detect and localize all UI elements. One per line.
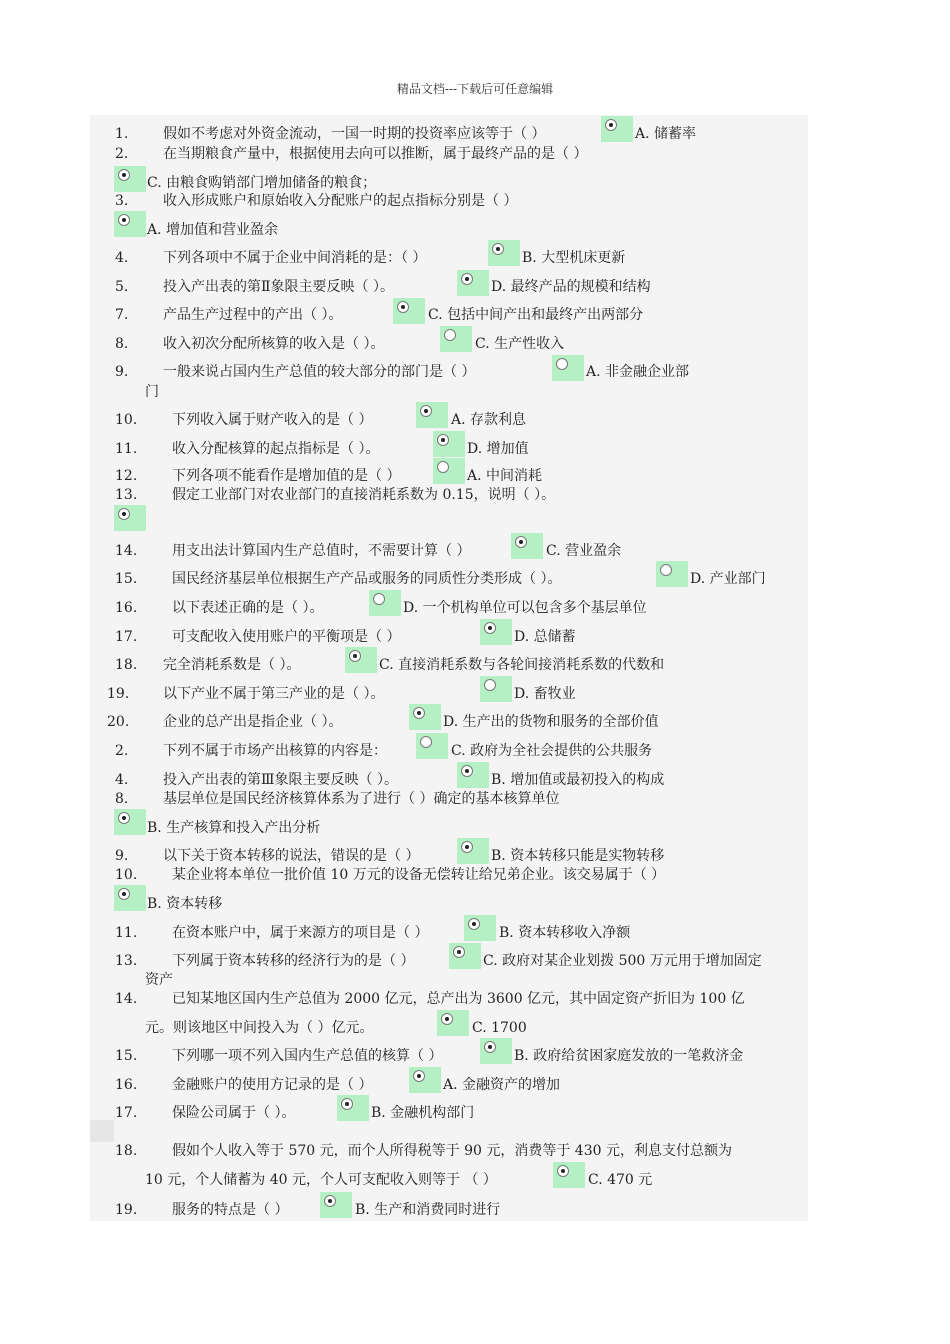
question-text: 可支配收入使用账户的平衡项是（ ） xyxy=(172,629,401,645)
answer-text: B. 资本转移只能是实物转移 xyxy=(491,848,665,864)
radio-selected-icon xyxy=(341,1098,353,1110)
question-number: 8. xyxy=(115,336,129,352)
question-text: 投入产出表的第Ⅲ象限主要反映（ ）。 xyxy=(163,772,398,788)
question-number: 3. xyxy=(115,193,129,209)
question-number: 10. xyxy=(115,412,138,428)
question-text: 以下产业不属于第三产业的是（ ）。 xyxy=(163,686,385,702)
answer-text: C. 政府对某企业划拨 500 万元用于增加固定 xyxy=(483,953,762,969)
question-number: 15. xyxy=(115,1048,138,1064)
question-number: 9. xyxy=(115,848,129,864)
radio-selected-icon xyxy=(461,765,473,777)
answer-radio-icon[interactable] xyxy=(114,505,146,531)
answer-radio-icon[interactable] xyxy=(114,809,146,835)
answer-text: C. 由粮食购销部门增加储备的粮食； xyxy=(147,175,377,191)
question-text: 产品生产过程中的产出（ ）。 xyxy=(163,307,343,323)
radio-empty-icon xyxy=(373,593,385,605)
question-number: 11. xyxy=(115,925,138,941)
answer-text-cont: 资产 xyxy=(145,972,173,988)
radio-selected-icon xyxy=(118,169,130,181)
question-text: 用支出法计算国内生产总值时，不需要计算（ ） xyxy=(172,543,471,559)
question-number: 15. xyxy=(115,571,138,587)
question-text: 下列各项中不属于企业中间消耗的是：（ ） xyxy=(163,250,427,266)
question-number: 17. xyxy=(115,1105,138,1121)
question-text: 下列收入属于财产收入的是（ ） xyxy=(172,412,373,428)
radio-selected-icon xyxy=(413,1070,425,1082)
answer-radio-icon[interactable] xyxy=(433,431,465,457)
answer-text: C. 1700 xyxy=(472,1020,527,1036)
answer-radio-icon[interactable] xyxy=(409,704,441,730)
question-text: 基层单位是国民经济核算体系为了进行（ ）确定的基本核算单位 xyxy=(163,791,560,807)
answer-text: B. 资本转移收入净额 xyxy=(499,925,631,941)
question-text: 在当期粮食产量中，根据使用去向可以推断，属于最终产品的是（ ） xyxy=(163,146,588,162)
answer-text: D. 畜牧业 xyxy=(514,686,576,702)
question-number: 2. xyxy=(115,146,129,162)
question-text: 下列属于资本转移的经济行为的是（ ） xyxy=(172,953,415,969)
radio-selected-icon xyxy=(118,214,130,226)
question-number: 1. xyxy=(115,126,129,142)
answer-radio-icon[interactable] xyxy=(320,1192,352,1218)
radio-empty-icon xyxy=(660,564,672,576)
question-number: 13. xyxy=(115,487,138,503)
answer-radio-icon[interactable] xyxy=(345,647,377,673)
answer-radio-icon[interactable] xyxy=(114,885,146,911)
question-number: 2. xyxy=(115,743,129,759)
answer-radio-icon[interactable] xyxy=(457,838,489,864)
answer-text: B. 生产和消费同时进行 xyxy=(355,1202,501,1218)
answer-radio-icon[interactable] xyxy=(437,1010,469,1036)
answer-radio-icon[interactable] xyxy=(511,533,543,559)
question-number: 9. xyxy=(115,364,129,380)
question-text: 假如不考虑对外资金流动，一国一时期的投资率应该等于（ ） xyxy=(163,126,546,142)
answer-radio-icon[interactable] xyxy=(416,402,448,428)
question-number: 19. xyxy=(115,1202,138,1218)
page-header: 精品文档---下载后可任意编辑 xyxy=(396,82,554,96)
question-number: 19. xyxy=(107,686,130,702)
radio-selected-icon xyxy=(557,1165,569,1177)
answer-radio-icon[interactable] xyxy=(114,211,146,237)
radio-selected-icon xyxy=(324,1195,336,1207)
answer-text: C. 政府为全社会提供的公共服务 xyxy=(451,743,653,759)
radio-selected-icon xyxy=(118,508,130,520)
radio-selected-icon xyxy=(118,812,130,824)
question-text: 收入分配核算的起点指标是（ ）。 xyxy=(172,441,380,457)
answer-radio-icon[interactable] xyxy=(480,619,512,645)
question-text: 服务的特点是（ ） xyxy=(172,1202,289,1218)
question-text: 国民经济基层单位根据生产产品或服务的同质性分类形成（ ）。 xyxy=(172,571,562,587)
question-text: 下列各项不能看作是增加值的是（ ） xyxy=(172,468,401,484)
radio-selected-icon xyxy=(453,946,465,958)
answer-text: D. 最终产品的规模和结构 xyxy=(491,279,651,295)
question-number: 13. xyxy=(115,953,138,969)
question-number: 16. xyxy=(115,600,138,616)
answer-radio-icon[interactable] xyxy=(488,240,520,266)
answer-radio-icon[interactable] xyxy=(440,326,472,352)
radio-selected-icon xyxy=(484,1041,496,1053)
radio-selected-icon xyxy=(441,1013,453,1025)
radio-selected-icon xyxy=(492,243,504,255)
answer-radio-icon[interactable] xyxy=(457,762,489,788)
answer-text: B. 大型机床更新 xyxy=(522,250,626,266)
answer-radio-icon[interactable] xyxy=(433,458,465,484)
question-text: 以下关于资本转移的说法，错误的是（ ） xyxy=(163,848,420,864)
answer-text: A. 中间消耗 xyxy=(467,468,543,484)
answer-radio-icon[interactable] xyxy=(480,676,512,702)
question-number: 7. xyxy=(115,307,129,323)
radio-empty-icon xyxy=(484,679,496,691)
question-text: 以下表述正确的是（ ）。 xyxy=(172,600,324,616)
answer-text: A. 非金融企业部 xyxy=(586,364,690,380)
answer-radio-icon[interactable] xyxy=(480,1038,512,1064)
answer-radio-icon[interactable] xyxy=(393,298,425,324)
question-text: 下列不属于市场产出核算的内容是： xyxy=(163,743,387,759)
question-number: 4. xyxy=(115,772,129,788)
answer-text: D. 增加值 xyxy=(467,441,529,457)
answer-radio-icon[interactable] xyxy=(369,590,401,616)
question-text: 假定工业部门对农业部门的直接消耗系数为 0.15，说明（ ）。 xyxy=(172,487,556,503)
answer-text: B. 生产核算和投入产出分析 xyxy=(147,820,321,836)
radio-selected-icon xyxy=(484,622,496,634)
question-text: 收入初次分配所核算的收入是（ ）。 xyxy=(163,336,385,352)
radio-selected-icon xyxy=(461,841,473,853)
radio-selected-icon xyxy=(420,405,432,417)
answer-text: B. 资本转移 xyxy=(147,896,223,912)
answer-radio-icon[interactable] xyxy=(601,116,633,142)
answer-text: B. 政府给贫困家庭发放的一笔救济金 xyxy=(514,1048,744,1064)
answer-radio-icon[interactable] xyxy=(416,733,448,759)
answer-text: A. 增加值和营业盈余 xyxy=(147,222,279,238)
answer-text: C. 直接消耗系数与各轮间接消耗系数的代数和 xyxy=(379,657,665,673)
answer-text: A. 储蓄率 xyxy=(635,126,697,142)
question-text: 已知某地区国内生产总值为 2000 亿元，总产出为 3600 亿元，其中固定资产折旧为 100 亿 xyxy=(172,991,745,1007)
question-number: 11. xyxy=(115,441,138,457)
question-number: 14. xyxy=(115,991,138,1007)
answer-text: B. 增加值或最初投入的构成 xyxy=(491,772,665,788)
radio-selected-icon xyxy=(605,119,617,131)
question-number: 10. xyxy=(115,867,138,883)
answer-radio-icon[interactable] xyxy=(553,1162,585,1188)
answer-radio-icon[interactable] xyxy=(114,166,146,192)
radio-empty-icon xyxy=(556,358,568,370)
question-text: 企业的总产出是指企业（ ）。 xyxy=(163,714,343,730)
answer-text: D. 一个机构单位可以包含多个基层单位 xyxy=(403,600,647,616)
question-number: 20. xyxy=(107,714,130,730)
question-number: 4. xyxy=(115,250,129,266)
question-text: 金融账户的使用方记录的是（ ） xyxy=(172,1077,373,1093)
question-text: 投入产出表的第Ⅱ象限主要反映（ ）。 xyxy=(163,279,394,295)
question-number: 14. xyxy=(115,543,138,559)
question-number: 16. xyxy=(115,1077,138,1093)
answer-text: A. 金融资产的增加 xyxy=(443,1077,561,1093)
question-number: 17. xyxy=(115,629,138,645)
question-number: 18. xyxy=(115,657,138,673)
radio-selected-icon xyxy=(515,536,527,548)
answer-text: C. 生产性收入 xyxy=(475,336,565,352)
question-number: 5. xyxy=(115,279,129,295)
answer-radio-icon[interactable] xyxy=(409,1067,441,1093)
question-text: 在资本账户中，属于来源方的项目是（ ） xyxy=(172,925,429,941)
answer-radio-icon[interactable] xyxy=(464,915,496,941)
radio-selected-icon xyxy=(413,707,425,719)
answer-text-cont: 门 xyxy=(145,384,159,400)
radio-selected-icon xyxy=(461,273,473,285)
question-text-cont: 元。则该地区中间投入为（ ）亿元。 xyxy=(145,1020,374,1036)
answer-radio-icon[interactable] xyxy=(656,561,688,587)
answer-text: A. 存款利息 xyxy=(451,412,527,428)
question-number: 8. xyxy=(115,791,129,807)
answer-text: C. 470 元 xyxy=(588,1172,653,1188)
answer-text: C. 包括中间产出和最终产出两部分 xyxy=(428,307,644,323)
radio-empty-icon xyxy=(444,329,456,341)
radio-empty-icon xyxy=(437,461,449,473)
answer-text: D. 产业部门 xyxy=(690,571,766,587)
question-number: 18. xyxy=(115,1143,138,1159)
answer-radio-icon[interactable] xyxy=(337,1095,369,1121)
question-text: 保险公司属于（ ）。 xyxy=(172,1105,296,1121)
radio-empty-icon xyxy=(420,736,432,748)
question-text: 收入形成账户和原始收入分配账户的起点指标分别是（ ） xyxy=(163,193,518,209)
radio-selected-icon xyxy=(468,918,480,930)
panel-notch xyxy=(90,1120,114,1142)
question-text: 下列哪一项不列入国内生产总值的核算（ ） xyxy=(172,1048,443,1064)
answer-text: C. 营业盈余 xyxy=(546,543,622,559)
answer-radio-icon[interactable] xyxy=(457,270,489,296)
answer-radio-icon[interactable] xyxy=(552,355,584,381)
radio-selected-icon xyxy=(437,434,449,446)
radio-selected-icon xyxy=(349,650,361,662)
question-text: 一般来说占国内生产总值的较大部分的部门是（ ） xyxy=(163,364,476,380)
answer-text: D. 生产出的货物和服务的全部价值 xyxy=(443,714,659,730)
answer-radio-icon[interactable] xyxy=(449,943,481,969)
question-number: 12. xyxy=(115,468,138,484)
question-text-cont: 10 元，个人储蓄为 40 元，个人可支配收入则等于 （ ） xyxy=(145,1172,497,1188)
radio-selected-icon xyxy=(118,888,130,900)
radio-selected-icon xyxy=(397,301,409,313)
answer-text: D. 总储蓄 xyxy=(514,629,576,645)
question-text: 假如个人收入等于 570 元，而个人所得税等于 90 元，消费等于 430 元，利息支付总额为 xyxy=(172,1143,732,1159)
answer-text: B. 金融机构部门 xyxy=(371,1105,475,1121)
question-text: 某企业将本单位一批价值 10 万元的设备无偿转让给兄弟企业。该交易属于（ ） xyxy=(172,867,666,883)
question-text: 完全消耗系数是（ ）。 xyxy=(163,657,301,673)
